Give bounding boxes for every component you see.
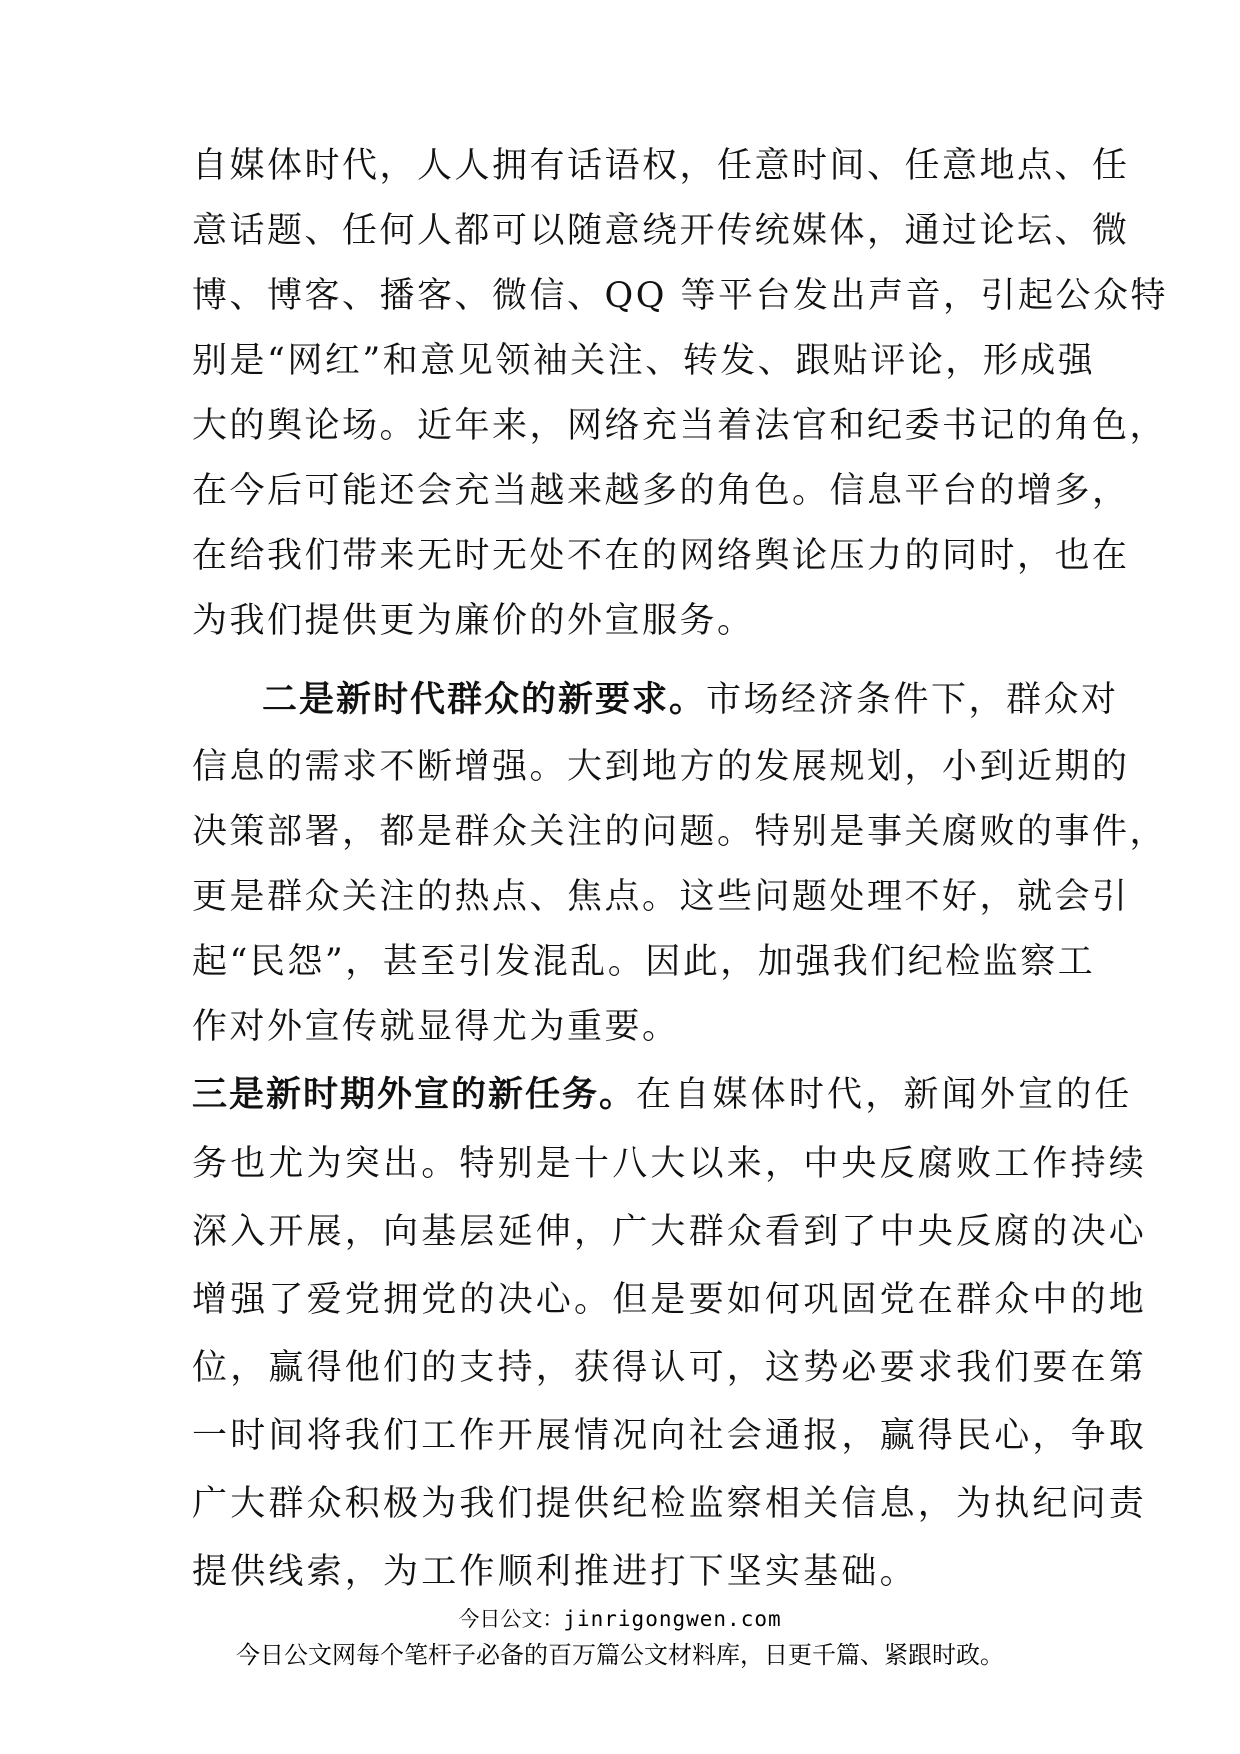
paragraph-2-first-line xyxy=(262,680,1119,720)
paragraph-2-line: 信息的需求不断增强。大到地方的发展规划，小到近期的 xyxy=(192,747,1130,787)
paragraph-1-line: 为我们提供更为廉价的外宣服务。 xyxy=(192,601,755,641)
paragraph-2-heading: 二是新时代群众的新要求。 xyxy=(262,680,707,720)
paragraph-1-line: 在给我们带来无时无处不在的网络舆论压力的同时，也在 xyxy=(192,536,1130,576)
paragraph-2-line: 更是群众关注的热点、焦点。这些问题处理不好，就会引 xyxy=(192,877,1130,917)
paragraph-3-line: 位，赢得他们的支持，获得认可，这势必要求我们要在第 xyxy=(192,1348,1148,1388)
footer-site-label: 今日公文： xyxy=(458,1607,564,1631)
footer-slogan: 今日公文网每个笔杆子必备的百万篇公文材料库，日更千篇、紧跟时政。 xyxy=(236,1641,1004,1669)
paragraph-3-line: 提供线索，为工作顺利推进打下坚实基础。 xyxy=(192,1552,918,1592)
paragraph-3-line: 务也尤为突出。特别是十八大以来，中央反腐败工作持续 xyxy=(192,1144,1148,1184)
paragraph-1-line: 意话题、任何人都可以随意绕开传统媒体，通过论坛、微 xyxy=(192,211,1130,251)
footer-site-url[interactable]: jinrigongwen.com xyxy=(563,1607,782,1631)
paragraph-1-line: 博、博客、播客、微信、QQ 等平台发出声音，引起公众特 xyxy=(192,276,1169,316)
paragraph-1-line: 在今后可能还会充当越来越多的角色。信息平台的增多， xyxy=(192,471,1130,511)
paragraph-3-line: 增强了爱党拥党的决心。但是要如何巩固党在群众中的地 xyxy=(192,1280,1148,1320)
footer-site xyxy=(0,1606,1240,1632)
paragraph-3-line: 深入开展，向基层延伸，广大群众看到了中央反腐的决心 xyxy=(192,1212,1148,1252)
paragraph-2-line: 起“民怨”，甚至引发混乱。因此，加强我们纪检监察工 xyxy=(192,942,1096,982)
paragraph-1-line: 自媒体时代，人人拥有话语权，任意时间、任意地点、任 xyxy=(192,146,1130,186)
paragraph-2-line: 作对外宣传就显得尤为重要。 xyxy=(192,1007,680,1047)
paragraph-3-heading: 三是新时期外宣的新任务。 xyxy=(192,1075,637,1115)
paragraph-2-first-line-text: 市场经济条件下，群众对 xyxy=(706,680,1119,720)
paragraph-3-first-line-text: 在自媒体时代，新闻外宣的任 xyxy=(636,1075,1133,1115)
paragraph-3-line: 广大群众积极为我们提供纪检监察相关信息，为执纪问责 xyxy=(192,1484,1148,1524)
paragraph-1-line: 大的舆论场。近年来，网络充当着法官和纪委书记的角色， xyxy=(192,406,1168,446)
paragraph-1-line: 别是“网红”和意见领袖关注、转发、跟贴评论，形成强 xyxy=(192,341,1096,381)
paragraph-2-line: 决策部署，都是群众关注的问题。特别是事关腐败的事件， xyxy=(192,812,1168,852)
paragraph-3-line: 一时间将我们工作开展情况向社会通报，赢得民心，争取 xyxy=(192,1416,1148,1456)
paragraph-3-first-line xyxy=(192,1075,1133,1115)
